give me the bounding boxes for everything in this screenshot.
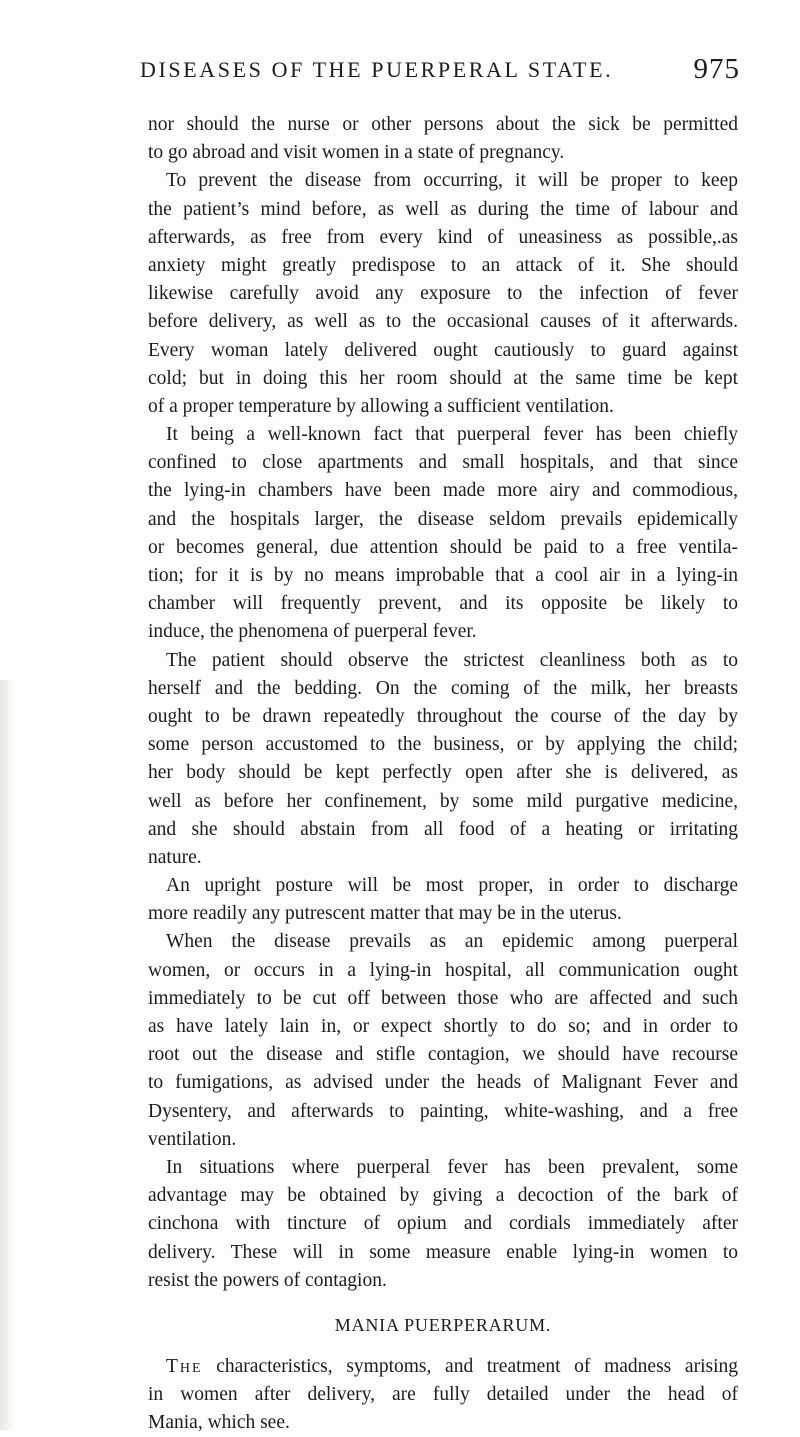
running-head-title: DISEASES OF THE PUERPERAL STATE.	[140, 57, 614, 82]
text-line: immediately to be cut off between those who are affected and such	[148, 987, 738, 1009]
text-line: her body should be kept perfectly open after she is delivered, as	[148, 762, 738, 784]
binding-gutter-shadow	[0, 680, 14, 1430]
text-line: in women after delivery, are fully detailed under the head of	[148, 1384, 738, 1406]
text-line: before delivery, as well as to the occasional causes of it afterwards.	[148, 311, 738, 333]
text-line: women, or occurs in a lying-in hospital, all communication ought	[148, 959, 738, 981]
text-line: the lying-in chambers have been made more airy and commodious,	[148, 480, 738, 502]
lead-word: The	[166, 1355, 203, 1377]
text-line: An upright posture will be most proper, in order to discharge	[166, 875, 738, 897]
text-line: When the disease prevails as an epidemic among puerperal	[166, 931, 738, 953]
text-line: and the hospitals larger, the disease seldom prevails epidemically	[148, 508, 738, 530]
text-line: nor should the nurse or other persons about the sick be permitted	[148, 114, 738, 135]
text-line: confined to close apartments and small hospitals, and that since	[148, 452, 738, 474]
text-line: to go abroad and visit women in a state of pregnancy.	[148, 142, 565, 164]
text-line: of a proper temperature by allowing a sufficient ventilation.	[148, 395, 614, 417]
text-line: as have lately lain in, or expect shortly to do so; and in order to	[148, 1016, 738, 1037]
body-text	[148, 111, 738, 1437]
text-line: more readily any putrescent matter that may be in the uterus.	[148, 903, 622, 925]
text-line: The patient should observe the strictest cleanliness both as to	[166, 649, 738, 671]
text-line: root out the disease and stifle contagion, we should have recourse	[148, 1044, 738, 1066]
line-text: characteristics, symptoms, and treatment of madness arising	[202, 1355, 738, 1377]
text-line: afterwards, as free from every kind of uneasiness as possible,.as	[148, 226, 738, 248]
main-text-block	[148, 111, 738, 1295]
text-line: some person accustomed to the business, or by applying the child;	[148, 734, 738, 756]
text-line: Every woman lately delivered ought cautiously to guard against	[148, 339, 738, 361]
text-line: or becomes general, due attention should be paid to a free ventila-	[148, 536, 738, 558]
page-number: 975	[693, 53, 740, 85]
text-line: cold; but in doing this her room should at the same time be kept	[148, 367, 738, 389]
running-head	[140, 55, 740, 95]
text-line: well as before her confinement, by some mild purgative medicine,	[148, 790, 738, 812]
text-line: induce, the phenomena of puerperal fever.	[148, 621, 477, 643]
text-line: advantage may be obtained by giving a decoction of the bark of	[148, 1185, 738, 1207]
text-line	[148, 1353, 738, 1381]
text-line: herself and the bedding. On the coming of the milk, her breasts	[148, 677, 738, 699]
text-line: likewise carefully avoid any exposure to the infection of fever	[148, 283, 738, 305]
text-line: ought to be drawn repeatedly throughout the course of the day by	[148, 705, 738, 727]
text-line: ventilation.	[148, 1128, 237, 1150]
text-line: the patient’s mind before, as well as during the time of labour and	[148, 198, 738, 220]
text-line: delivery. These will in some measure enable lying-in women to	[148, 1241, 738, 1263]
text-line: anxiety might greatly predispose to an attack of it. She should	[148, 254, 738, 276]
text-line: nature.	[148, 846, 202, 868]
text-line: cinchona with tincture of opium and cordials immediately after	[148, 1213, 738, 1235]
text-line: resist the powers of contagion.	[148, 1269, 387, 1291]
text-line: Dysentery, and afterwards to painting, white-washing, and a free	[148, 1100, 738, 1122]
text-line: tion; for it is by no means improbable that a cool air in a lying-in	[148, 565, 738, 586]
section-text-block	[148, 1353, 738, 1437]
text-line: and she should abstain from all food of a heating or irritating	[148, 818, 738, 840]
section-heading: MANIA PUERPERARUM.	[334, 1314, 552, 1335]
text-line: To prevent the disease from occurring, it will be proper to keep	[166, 170, 738, 192]
text-line: In situations where puerperal fever has been prevalent, some	[166, 1156, 738, 1178]
text-line: It being a well-known fact that puerperal fever has been chiefly	[166, 424, 738, 446]
text-line: Mania, which see.	[148, 1412, 290, 1434]
text-line: to fumigations, as advised under the heads of Malignant Fever and	[148, 1072, 738, 1094]
text-line: chamber will frequently prevent, and its opposite be likely to	[148, 593, 738, 615]
